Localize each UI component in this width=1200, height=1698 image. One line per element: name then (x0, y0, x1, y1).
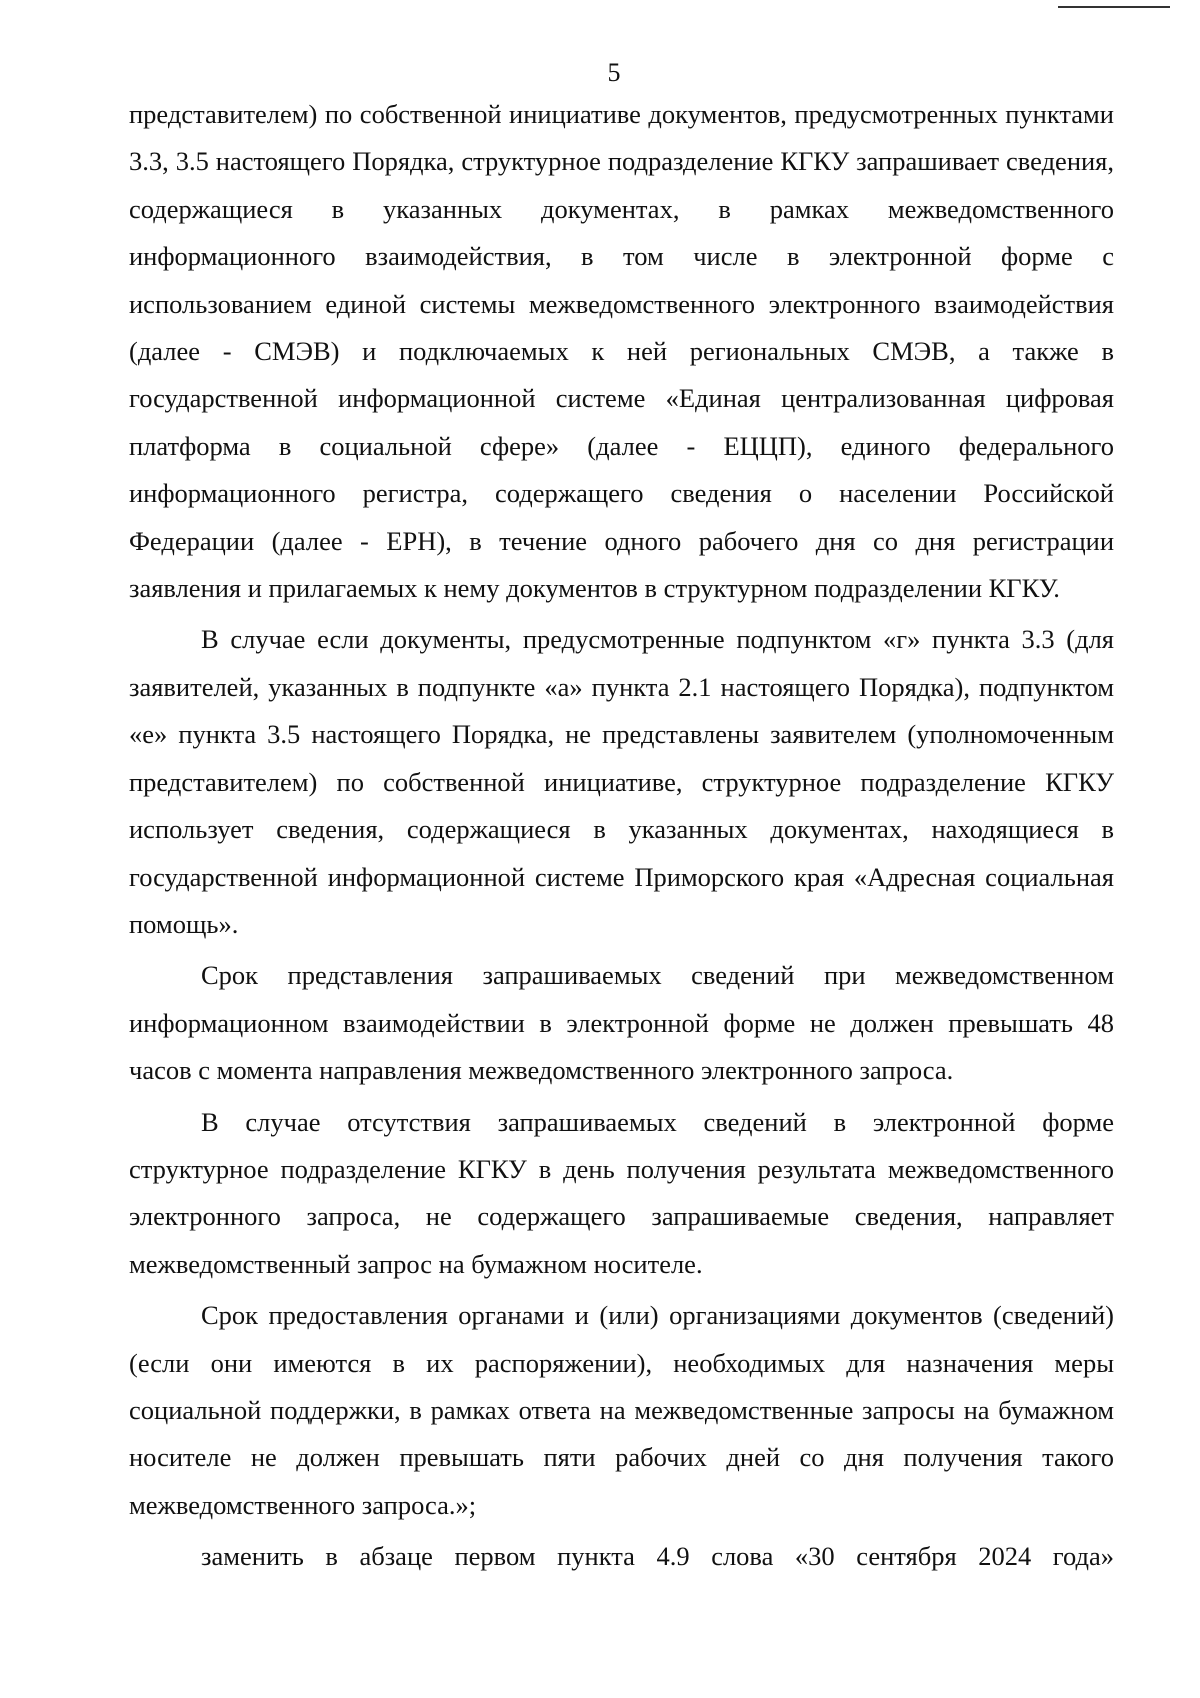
paragraph-3: Срок представления запрашиваемых сведений при межведомственном информационном взаимодействии в электронной форме не должен превышать 48 часов с момента направления межведомственного электронного запроса. (129, 960, 1114, 1086)
top-rule (1058, 6, 1170, 8)
paragraph-2: В случае если документы, предусмотренные подпунктом «г» пункта 3.3 (для заявителей, указанных в подпункте «а» пункта 2.1 настоящего Порядка), подпунктом «е» пункта 3.5 настоящего Порядка, не представлены заявителем (уполномоченным представителем) по собственной инициативе, структурное подразделение КГКУ использует сведения, содержащиеся в указанных документах, находящиеся в государственной информационной системе Приморского края «Адресная социальная помощь». (129, 624, 1114, 939)
document-body (129, 91, 1114, 1585)
paragraph-5: Срок предоставления органами и (или) организациями документов (сведений) (если они имеются в их распоряжении), необходимых для назначения меры социальной поддержки, в рамках ответа на межведомственные запросы на бумажном носителе не должен превышать пяти рабочих дней со дня получения такого межведомственного запроса.»; (129, 1300, 1114, 1520)
paragraph-1: представителем) по собственной инициативе документов, предусмотренных пунктами 3.3, 3.5 настоящего Порядка, структурное подразделение КГКУ запрашивает сведения, содержащиеся в указанных документах, в рамках межведомственного информационного взаимодействия, в том числе в электронной форме с использованием единой системы межведомственного электронного взаимодействия (далее - СМЭВ) и подключаемых к ней региональных СМЭВ, а также в государственной информационной системе «Единая централизованная цифровая платформа в социальной сфере» (далее - ЕЦЦП), единого федерального информационного регистра, содержащего сведения о населении Российской Федерации (далее - ЕРН), в течение одного рабочего дня со дня регистрации заявления и прилагаемых к нему документов в структурном подразделении КГКУ. (129, 99, 1114, 604)
page-number: 5 (607, 58, 621, 87)
paragraph-4: В случае отсутствия запрашиваемых сведений в электронной форме структурное подразделение КГКУ в день получения результата межведомственного электронного запроса, не содержащего запрашиваемые сведения, направляет межведомственный запрос на бумажном носителе. (129, 1106, 1114, 1279)
paragraph-6: заменить в абзаце первом пункта 4.9 слова «30 сентября 2024 года» (201, 1541, 1114, 1572)
